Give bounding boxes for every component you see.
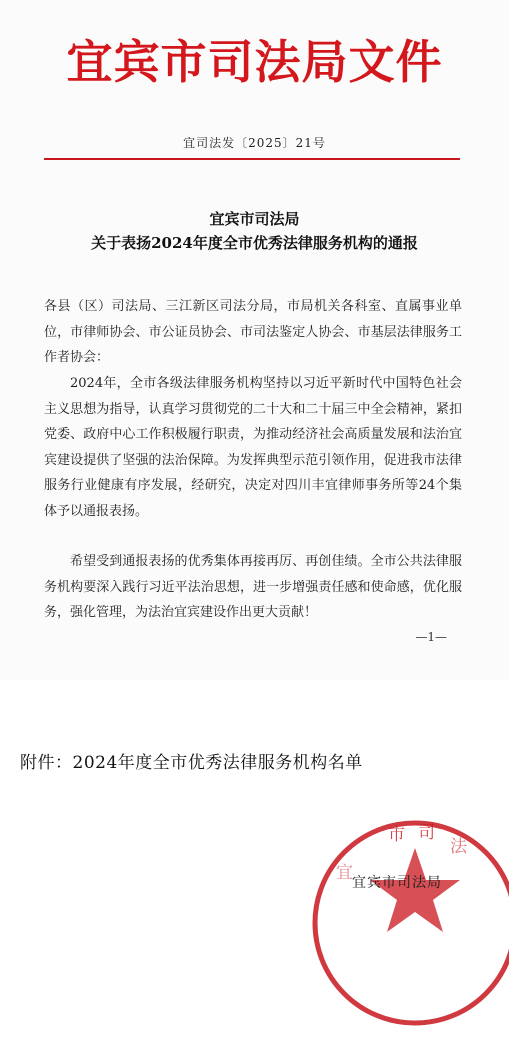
salutation-paragraph: 各县（区）司法局、三江新区司法分局，市局机关各科室、直属事业单位，市律师协会、市公证员协会、市司法鉴定人协会、市基层法律服务工作者协会： — [44, 299, 462, 365]
body-paragraph-1: 2024年，全市各级法律服务机构坚持以习近平新时代中国特色社会主义思想为指导，认真学习贯彻党的二十大和二十届三中全会精神，紧扣党委、政府中心工作积极履行职责，为推动经济社会高质量发展和法治宜宾建设提供了坚强的法治保障。为发挥典型示范引领作用，促进我市法律服务行业健康有序发展，经研究，决定对四川丰宜律师事务所等24个集体予以通报表扬。 — [44, 376, 462, 519]
document-number: 宜司法发〔2025〕21号 — [183, 136, 326, 150]
document-header-title: 宜宾市司法局文件 — [66, 35, 443, 89]
official-seal-icon — [300, 808, 509, 1038]
notice-title-issuer: 宜宾市司法局 — [209, 210, 300, 228]
svg-text:法: 法 — [450, 837, 467, 857]
svg-text:司: 司 — [418, 823, 435, 843]
seal-signature: 宜宾市司法局 — [352, 875, 442, 891]
notice-title-subject: 关于表扬2024年度全市优秀法律服务机构的通报 — [91, 234, 418, 252]
attachment-line: 附件：2024年度全市优秀法律服务机构名单 — [20, 753, 363, 773]
body-paragraph-2: 希望受到通报表扬的优秀集体再接再厉、再创佳绩。全市公共法律服务机构要深入践行习近平法治思想，进一步增强责任感和使命感，优化服务，强化管理，为法治宜宾建设作出更大贡献！ — [44, 554, 462, 620]
header-divider — [44, 158, 460, 160]
svg-text:市: 市 — [388, 825, 405, 845]
svg-text:宜: 宜 — [336, 863, 353, 883]
page-number: —1— — [415, 630, 447, 644]
